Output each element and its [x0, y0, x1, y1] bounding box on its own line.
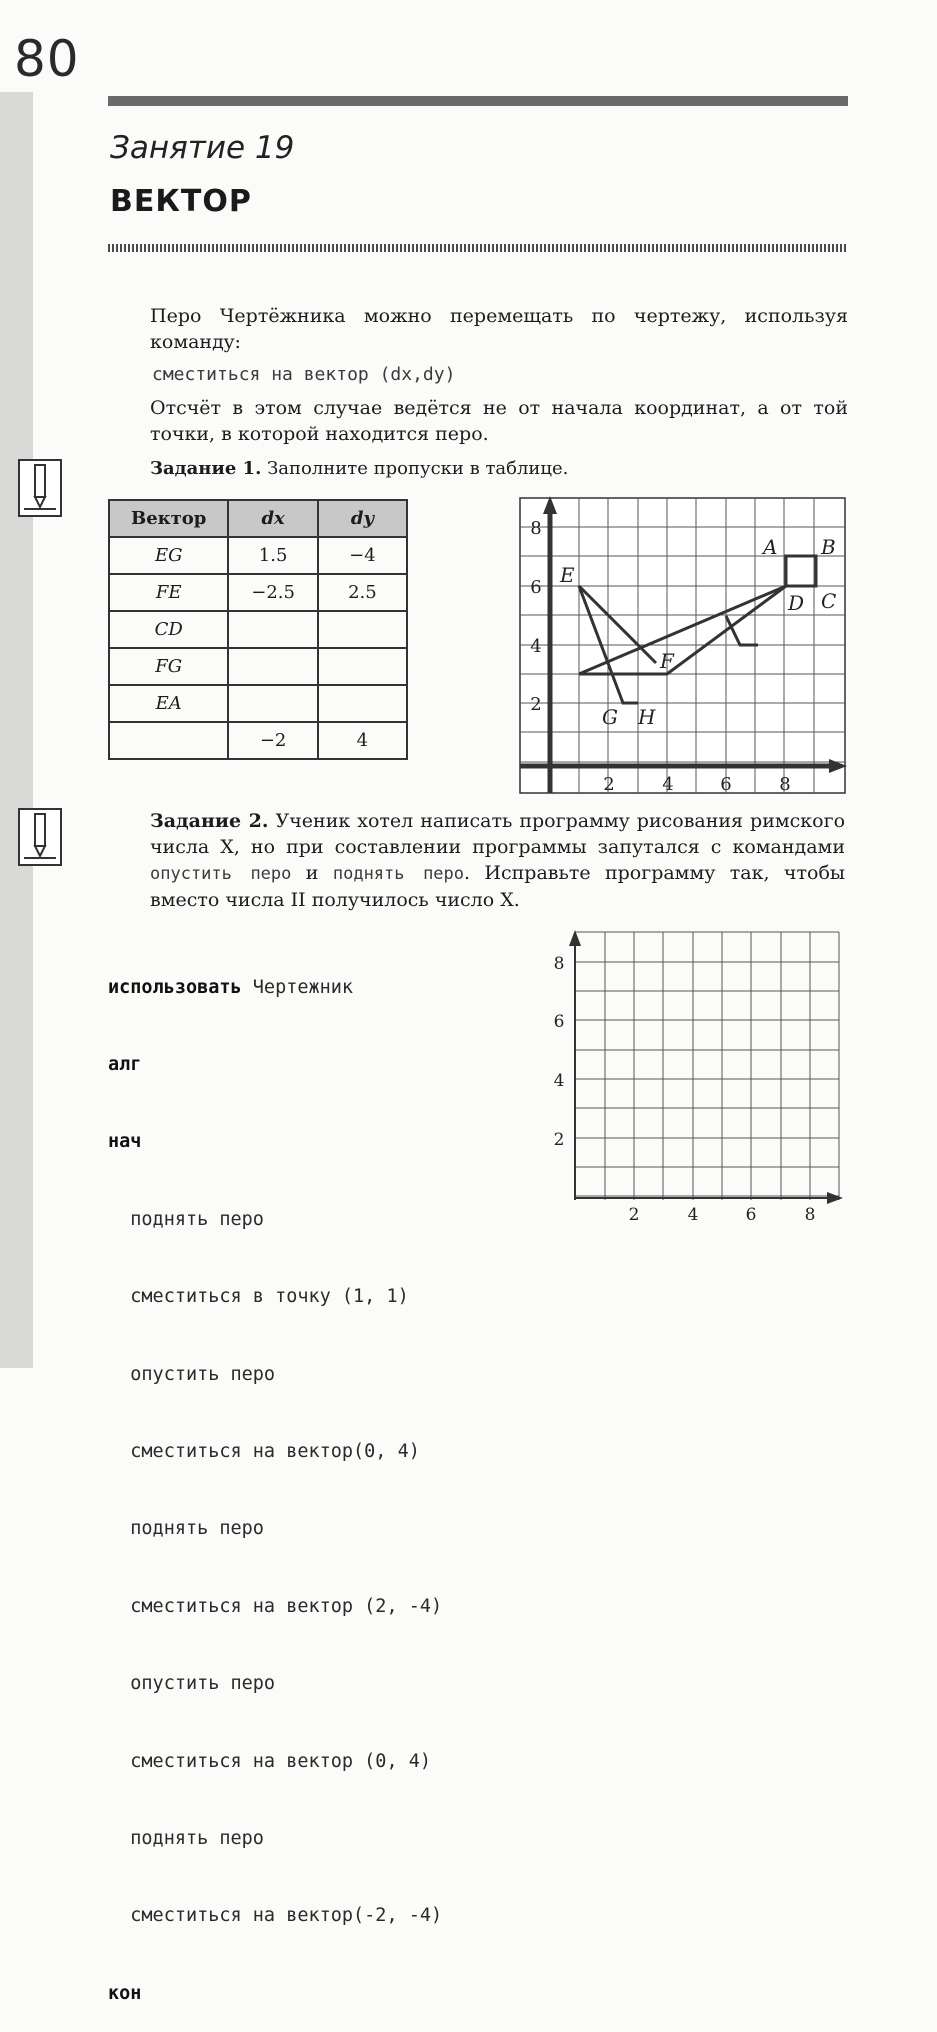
- code-line: кон: [108, 1982, 142, 2004]
- code-line: сместиться на вектор (0, 4): [108, 1750, 432, 1772]
- cell-dx-blank[interactable]: [228, 611, 317, 648]
- task1-label: Задание 1.: [150, 458, 262, 479]
- task2-statement: [108, 808, 845, 913]
- heading-divider: [108, 244, 848, 252]
- task2-text-b: . Исправьте программу так, чтобы вместо числа II получилось число X.: [150, 862, 845, 911]
- cell-vector: CD: [109, 611, 228, 648]
- cell-dy: 2.5: [318, 574, 407, 611]
- grid-xtick: 2: [628, 1205, 640, 1225]
- cell-dx-blank[interactable]: [228, 648, 317, 685]
- program-listing: [108, 923, 442, 2032]
- plot-xtick: 2: [603, 774, 615, 795]
- task1-coordinate-plot: [518, 496, 848, 796]
- code-line: сместиться на вектор(0, 4): [108, 1440, 420, 1462]
- plot-ytick: 8: [530, 518, 542, 539]
- plot-xtick: 6: [720, 774, 732, 795]
- code-line: сместиться в точку (1, 1): [108, 1286, 409, 1308]
- point-label-g: G: [602, 705, 618, 729]
- point-label-a: A: [763, 535, 778, 559]
- grid-x-arrow-icon: [827, 1192, 843, 1204]
- task2-cmd-down: опустить перо: [150, 864, 292, 884]
- point-label-b: B: [821, 535, 836, 559]
- table-row: [109, 722, 407, 759]
- grid-ytick: 6: [553, 1012, 565, 1032]
- page-heading: ВЕКТОР: [110, 184, 252, 219]
- point-label-e: E: [560, 563, 575, 587]
- cell-vector-blank[interactable]: [109, 722, 228, 759]
- plot-ytick: 6: [530, 577, 542, 598]
- task2-text-a: Ученик хотел написать программу рисования римского числа X, но при составлении программы запутался с командами: [150, 810, 846, 858]
- table-header-row: [109, 500, 407, 537]
- intro-paragraph-2: [108, 395, 848, 447]
- table-row: [109, 611, 407, 648]
- header-dx: dx: [228, 500, 317, 537]
- point-label-d: D: [788, 591, 805, 615]
- code-line: поднять перо: [108, 1208, 264, 1230]
- task1-statement: [150, 458, 568, 479]
- grid-ytick: 4: [553, 1071, 565, 1091]
- cell-dx: 1.5: [228, 537, 317, 574]
- grid-xtick: 6: [745, 1205, 757, 1225]
- header-rule: [108, 96, 848, 106]
- code-line: поднять перо: [108, 1518, 264, 1540]
- code-line: использовать Чертежник: [108, 976, 354, 998]
- table-row: [109, 685, 407, 722]
- task2-cmd-up: поднять перо: [332, 864, 465, 884]
- cell-dx: −2.5: [228, 574, 317, 611]
- task1-text: Заполните пропуски в таблице.: [267, 458, 569, 479]
- cell-dy-blank[interactable]: [318, 685, 407, 722]
- grid-xtick: 8: [804, 1205, 816, 1225]
- code-line: алг: [108, 1053, 142, 1075]
- point-label-f: F: [660, 649, 674, 673]
- plot-xtick: 8: [779, 774, 791, 795]
- header-vector: Вектор: [109, 500, 228, 537]
- table-row: [109, 537, 407, 574]
- code-line: сместиться на вектор(-2, -4): [108, 1905, 443, 1927]
- cell-dx: −2: [228, 722, 317, 759]
- table-row: [109, 648, 407, 685]
- plot-ytick: 4: [530, 636, 542, 657]
- plot-xtick: 4: [662, 774, 674, 795]
- code-line: опустить перо: [108, 1363, 276, 1385]
- task2-and: и: [305, 862, 319, 884]
- pencil-task-icon: [18, 808, 62, 866]
- cell-vector: EA: [109, 685, 228, 722]
- cell-vector: FG: [109, 648, 228, 685]
- intro-command: сместиться на вектор (dx,dy): [152, 364, 456, 385]
- point-label-h: H: [638, 705, 656, 729]
- cell-dy: −4: [318, 537, 407, 574]
- task2-label: Задание 2.: [150, 810, 269, 832]
- code-line: поднять перо: [108, 1827, 264, 1849]
- intro-paragraph: [108, 303, 848, 355]
- pencil-task-icon: [18, 459, 62, 517]
- header-dy: dy: [318, 500, 407, 537]
- grid-xtick: 4: [687, 1205, 699, 1225]
- point-label-c: C: [821, 589, 837, 613]
- cell-dx-blank[interactable]: [228, 685, 317, 722]
- cell-dy-blank[interactable]: [318, 611, 407, 648]
- cell-dy: 4: [318, 722, 407, 759]
- intro-text-2: Отсчёт в этом случае ведётся не от начала координат, а от той точки, в которой находится перо.: [150, 397, 848, 445]
- code-line: нач: [108, 1131, 142, 1153]
- page-margin-band: [0, 92, 33, 1368]
- vector-table: [108, 499, 408, 760]
- lesson-title: Занятие 19: [110, 130, 295, 166]
- task2-drawing-grid[interactable]: [545, 928, 845, 1228]
- code-line: сместиться на вектор (2, -4): [108, 1595, 443, 1617]
- table-row: [109, 574, 407, 611]
- cell-dy-blank[interactable]: [318, 648, 407, 685]
- grid-ytick: 2: [553, 1130, 565, 1150]
- cell-vector: FE: [109, 574, 228, 611]
- page-number: 80: [14, 30, 80, 88]
- cell-vector: EG: [109, 537, 228, 574]
- code-line: опустить перо: [108, 1673, 276, 1695]
- grid-ytick: 8: [553, 954, 565, 974]
- plot-ytick: 2: [530, 694, 542, 715]
- intro-text: Перо Чертёжника можно перемещать по чертежу, используя командy:: [150, 305, 848, 353]
